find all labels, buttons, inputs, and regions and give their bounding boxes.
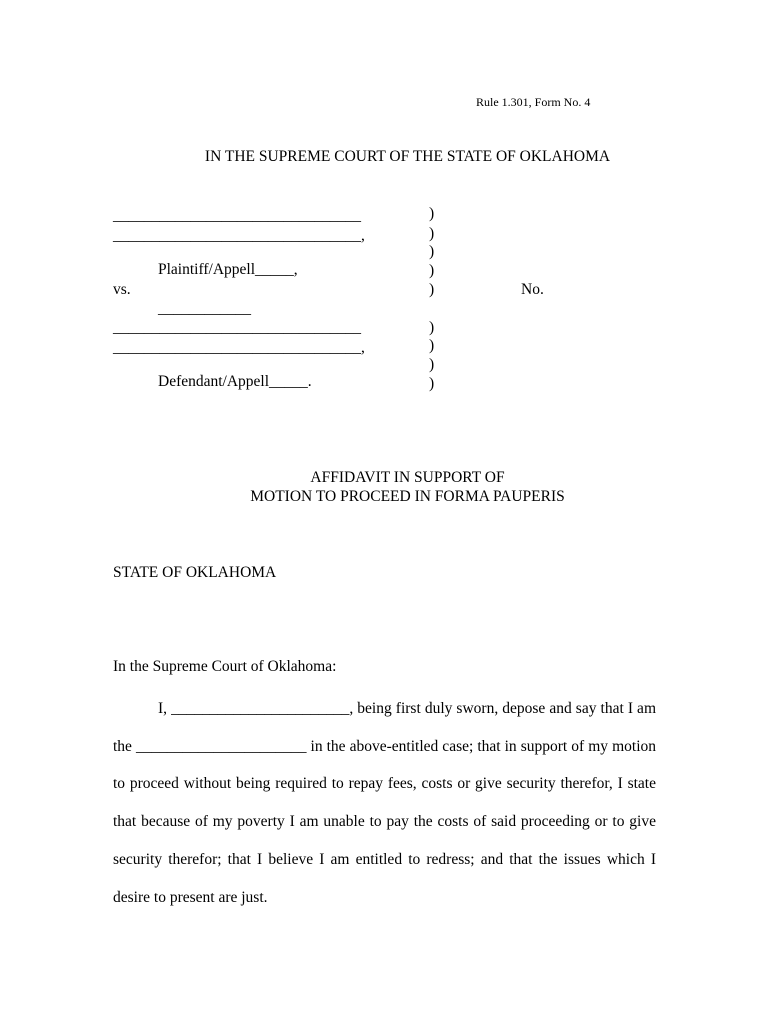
caption-paren: ) — [429, 243, 435, 260]
vs-label: vs. — [113, 281, 131, 298]
caption-paren: ) — [429, 337, 435, 354]
defendant-name-line-1: ________________________________ — [113, 319, 361, 336]
caption-paren: ) — [429, 281, 435, 298]
caption-paren: ) — [429, 356, 435, 373]
affidavit-title-line-1: AFFIDAVIT IN SUPPORT OF — [310, 469, 505, 486]
case-number-label: No. — [521, 281, 544, 298]
plaintiff-name-line-1: ________________________________ — [113, 207, 361, 224]
court-title: IN THE SUPREME COURT OF THE STATE OF OKLAHOMA — [204, 148, 611, 165]
state-label: STATE OF OKLAHOMA — [113, 564, 277, 581]
salutation: In the Supreme Court of Oklahoma: — [113, 658, 337, 675]
plaintiff-label: Plaintiff/Appell_____, — [158, 261, 298, 278]
caption-paren: ) — [429, 225, 435, 242]
separator-line: ____________ — [158, 300, 251, 317]
caption-paren: ) — [429, 319, 435, 336]
rule-reference: Rule 1.301, Form No. 4 — [476, 95, 591, 109]
affidavit-title-line-2: MOTION TO PROCEED IN FORMA PAUPERIS — [250, 488, 565, 505]
caption-paren: ) — [429, 205, 435, 222]
caption-paren: ) — [429, 375, 435, 392]
defendant-name-line-2: ________________________________, — [113, 339, 365, 356]
plaintiff-name-line-2: ________________________________, — [113, 227, 365, 244]
defendant-label: Defendant/Appell_____. — [158, 373, 312, 390]
caption-paren: ) — [429, 262, 435, 279]
affidavit-body-paragraph: I, _______________________, being first duly sworn, depose and say that I am the ______________________ in the above-entitled case; that in support of my motion to proceed without being required to repay fees, costs or give security therefor, I state that because of my poverty I am unable to pay the costs of said proceeding or to give security therefor; that I believe I am entitled to redress; and that the issues which I desire to present are just. — [113, 700, 656, 906]
